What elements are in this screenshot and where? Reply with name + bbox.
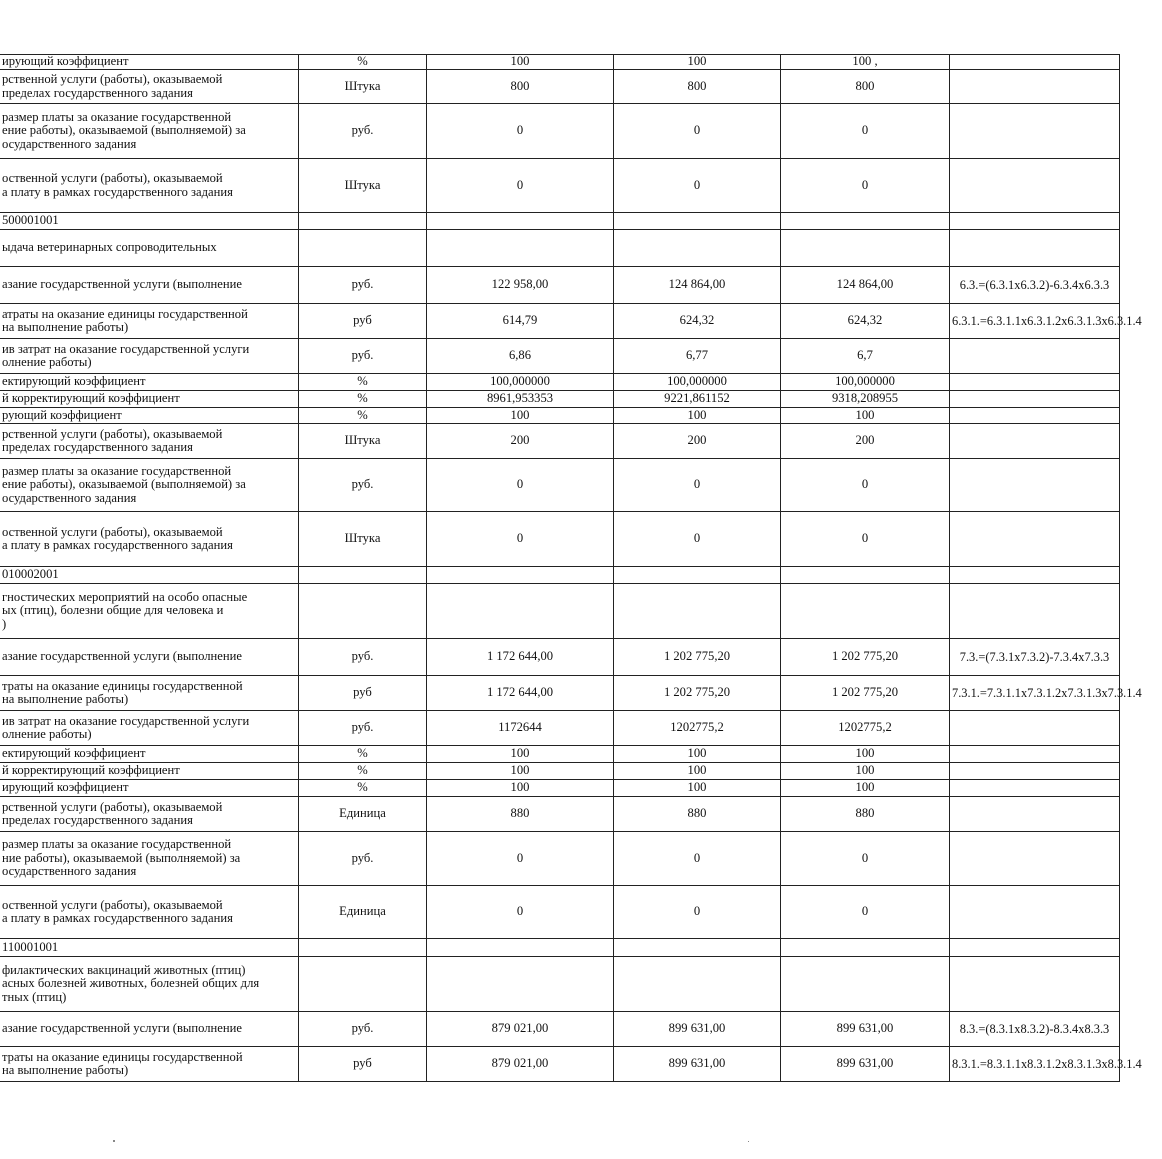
indicator-name-cell <box>0 832 299 886</box>
table-row <box>0 939 1120 957</box>
unit-cell: руб <box>299 304 427 339</box>
unit-cell: руб <box>299 1047 427 1082</box>
value-year-2-cell: 0 <box>614 104 781 159</box>
indicator-name-line: размер платы за оказание государственной <box>2 463 232 478</box>
table-row <box>0 267 1120 304</box>
value-year-2-cell: 200 <box>614 424 781 459</box>
value-year-1-cell: 614,79 <box>427 304 614 339</box>
value-year-3-cell <box>781 957 950 1012</box>
indicator-name-line: ирующий коэффициент <box>2 54 129 69</box>
indicator-name-line: ение работы), оказываемой (выполняемой) за <box>2 123 246 138</box>
formula-cell <box>950 957 1120 1012</box>
formula-cell <box>950 339 1120 374</box>
indicator-name-cell <box>0 780 299 797</box>
value-year-2-cell: 100 <box>614 746 781 763</box>
value-year-1-cell: 6,86 <box>427 339 614 374</box>
value-year-2-cell: 124 864,00 <box>614 267 781 304</box>
formula-cell <box>950 408 1120 424</box>
value-year-3-cell: 880 <box>781 797 950 832</box>
unit-cell <box>299 957 427 1012</box>
unit-cell: % <box>299 55 427 70</box>
formula-cell <box>950 512 1120 567</box>
value-year-2-cell: 100 <box>614 763 781 780</box>
indicator-name-line: оственной услуги (работы), оказываемой <box>2 171 223 185</box>
unit-cell: руб. <box>299 1012 427 1047</box>
unit-cell: руб. <box>299 104 427 159</box>
indicator-name-cell <box>0 408 299 424</box>
indicator-name-cell <box>0 886 299 939</box>
table-row <box>0 746 1120 763</box>
value-year-3-cell: 1202775,2 <box>781 711 950 746</box>
indicator-name-line: ектирующий коэффициент <box>2 746 146 761</box>
value-year-3-cell: 0 <box>781 159 950 213</box>
formula-cell <box>950 104 1120 159</box>
value-year-2-cell: 100,000000 <box>614 374 781 391</box>
indicator-name-line: ирующий коэффициент <box>2 780 129 795</box>
formula-cell: 6.3.=(6.3.1x6.3.2)-6.3.4x6.3.3 <box>950 267 1120 304</box>
value-year-1-cell: 879 021,00 <box>427 1047 614 1082</box>
indicator-name-line: ых (птиц), болезни общие для человека и <box>2 603 224 618</box>
unit-cell: % <box>299 374 427 391</box>
value-year-3-cell: 1 202 775,20 <box>781 639 950 676</box>
value-year-2-cell: 100 <box>614 55 781 70</box>
value-year-2-cell: 899 631,00 <box>614 1012 781 1047</box>
indicator-name-cell <box>0 70 299 104</box>
value-year-1-cell: 100 <box>427 746 614 763</box>
table-row <box>0 886 1120 939</box>
indicator-name-line: рственной услуги (работы), оказываемой <box>2 426 223 441</box>
unit-cell: руб. <box>299 267 427 304</box>
indicator-name-cell <box>0 104 299 159</box>
indicator-name-line: осударственного задания <box>2 136 137 151</box>
unit-cell <box>299 230 427 267</box>
value-year-2-cell <box>614 230 781 267</box>
value-year-3-cell: 0 <box>781 459 950 512</box>
value-year-3-cell: 1 202 775,20 <box>781 676 950 711</box>
indicator-name-line: пределах государственного задания <box>2 813 193 827</box>
indicator-name-cell <box>0 424 299 459</box>
table-row <box>0 304 1120 339</box>
value-year-3-cell <box>781 584 950 639</box>
value-year-3-cell: 899 631,00 <box>781 1047 950 1082</box>
formula-cell <box>950 780 1120 797</box>
table-row <box>0 213 1120 230</box>
unit-cell: Единица <box>299 797 427 832</box>
value-year-2-cell: 899 631,00 <box>614 1047 781 1082</box>
table-body <box>0 54 1142 1082</box>
indicator-name-cell <box>0 567 299 584</box>
table-row <box>0 55 1120 70</box>
value-year-3-cell: 800 <box>781 70 950 104</box>
indicator-name-line: тных (птиц) <box>2 989 67 1004</box>
value-year-3-cell <box>781 213 950 230</box>
value-year-1-cell: 100 <box>427 55 614 70</box>
value-year-3-cell: 899 631,00 <box>781 1012 950 1047</box>
indicator-name-line: 010002001 <box>2 567 59 582</box>
value-year-1-cell: 800 <box>427 70 614 104</box>
table-row <box>0 339 1120 374</box>
indicator-name-line: размер платы за оказание государственной <box>2 837 232 852</box>
formula-cell <box>950 230 1120 267</box>
indicator-name-cell <box>0 1012 299 1047</box>
indicator-name-cell <box>0 230 299 267</box>
unit-cell: руб. <box>299 832 427 886</box>
scan-speck <box>748 1141 749 1142</box>
unit-cell <box>299 567 427 584</box>
value-year-2-cell <box>614 567 781 584</box>
table-row <box>0 711 1120 746</box>
unit-cell: руб <box>299 676 427 711</box>
value-year-3-cell <box>781 939 950 957</box>
indicator-name-line: асных болезней животных, болезней общих для <box>2 976 260 991</box>
value-year-1-cell: 100,000000 <box>427 374 614 391</box>
indicator-name-cell <box>0 797 299 832</box>
formula-cell <box>950 374 1120 391</box>
formula-cell: 7.3.=(7.3.1x7.3.2)-7.3.4x7.3.3 <box>950 639 1120 676</box>
value-year-3-cell: 624,32 <box>781 304 950 339</box>
indicator-name-line: азание государственной услуги (выполнение <box>2 649 242 664</box>
formula-cell <box>950 70 1120 104</box>
calculation-table <box>0 54 1142 1082</box>
indicator-name-cell <box>0 304 299 339</box>
value-year-3-cell: 100 <box>781 408 950 424</box>
formula-cell <box>950 213 1120 230</box>
value-year-1-cell: 880 <box>427 797 614 832</box>
table-row <box>0 159 1120 213</box>
unit-cell: руб. <box>299 339 427 374</box>
indicator-name-line: осударственного задания <box>2 490 137 505</box>
formula-cell <box>950 832 1120 886</box>
value-year-2-cell: 1 202 775,20 <box>614 676 781 711</box>
indicator-name-cell <box>0 939 299 957</box>
indicator-name-cell <box>0 957 299 1012</box>
indicator-name-line: рственной услуги (работы), оказываемой <box>2 799 223 814</box>
unit-cell <box>299 213 427 230</box>
value-year-3-cell: 124 864,00 <box>781 267 950 304</box>
value-year-2-cell: 1 202 775,20 <box>614 639 781 676</box>
table-row <box>0 1012 1120 1047</box>
unit-cell <box>299 584 427 639</box>
indicator-name-line: атраты на оказание единицы государственной <box>2 306 248 321</box>
indicator-name-line: ыдача ветеринарных сопроводительных <box>2 240 217 255</box>
value-year-1-cell: 200 <box>427 424 614 459</box>
value-year-2-cell: 880 <box>614 797 781 832</box>
value-year-1-cell: 1 172 644,00 <box>427 676 614 711</box>
indicator-name-line: на выполнение работы) <box>2 692 129 706</box>
value-year-1-cell: 879 021,00 <box>427 1012 614 1047</box>
indicator-name-cell <box>0 763 299 780</box>
value-year-3-cell: 100,000000 <box>781 374 950 391</box>
table-row <box>0 832 1120 886</box>
indicator-name-line: филактических вакцинаций животных (птиц) <box>2 962 246 977</box>
formula-cell: 8.3.=(8.3.1x8.3.2)-8.3.4x8.3.3 <box>950 1012 1120 1047</box>
indicator-name-line: на выполнение работы) <box>2 1063 129 1077</box>
value-year-2-cell <box>614 939 781 957</box>
indicator-name-cell <box>0 213 299 230</box>
value-year-1-cell: 0 <box>427 886 614 939</box>
value-year-2-cell: 624,32 <box>614 304 781 339</box>
value-year-2-cell: 0 <box>614 512 781 567</box>
table-row <box>0 104 1120 159</box>
indicator-name-cell <box>0 391 299 408</box>
indicator-name-cell <box>0 746 299 763</box>
indicator-name-cell <box>0 676 299 711</box>
value-year-1-cell: 100 <box>427 408 614 424</box>
value-year-3-cell: 100 <box>781 746 950 763</box>
value-year-1-cell: 0 <box>427 104 614 159</box>
value-year-3-cell: 6,7 <box>781 339 950 374</box>
indicator-name-cell <box>0 374 299 391</box>
indicator-name-line: на выполнение работы) <box>2 320 129 334</box>
value-year-1-cell: 100 <box>427 780 614 797</box>
formula-cell <box>950 159 1120 213</box>
indicator-name-line: размер платы за оказание государственной <box>2 109 232 124</box>
indicator-name-cell <box>0 512 299 567</box>
formula-cell: 6.3.1.=6.3.1.1x6.3.1.2x6.3.1.3x6.3.1.4 <box>950 304 1120 339</box>
indicator-name-line: пределах государственного задания <box>2 85 193 100</box>
formula-cell <box>950 711 1120 746</box>
table-row <box>0 763 1120 780</box>
formula-cell <box>950 939 1120 957</box>
unit-cell: % <box>299 391 427 408</box>
value-year-3-cell: 0 <box>781 886 950 939</box>
value-year-1-cell <box>427 939 614 957</box>
table-row <box>0 408 1120 424</box>
value-year-1-cell: 8961,953353 <box>427 391 614 408</box>
value-year-2-cell: 800 <box>614 70 781 104</box>
indicator-name-line: а плату в рамках государственного задания <box>2 184 233 199</box>
table-row <box>0 391 1120 408</box>
unit-cell: руб. <box>299 459 427 512</box>
indicator-name-line: ив затрат на оказание государственной услуги <box>2 341 250 356</box>
unit-cell: Штука <box>299 512 427 567</box>
value-year-3-cell: 100 , <box>781 55 950 70</box>
value-year-1-cell <box>427 213 614 230</box>
formula-cell <box>950 424 1120 459</box>
table-row <box>0 424 1120 459</box>
unit-cell: % <box>299 746 427 763</box>
value-year-2-cell: 0 <box>614 886 781 939</box>
indicator-name-line: азание государственной услуги (выполнение <box>2 1021 242 1036</box>
value-year-3-cell: 9318,208955 <box>781 391 950 408</box>
value-year-2-cell: 0 <box>614 832 781 886</box>
unit-cell <box>299 939 427 957</box>
indicator-name-cell <box>0 267 299 304</box>
table-row <box>0 374 1120 391</box>
value-year-1-cell <box>427 567 614 584</box>
indicator-name-line: олнение работы) <box>2 355 92 369</box>
indicator-name-line: й корректирующий коэффициент <box>2 391 180 406</box>
unit-cell: % <box>299 780 427 797</box>
indicator-name-line: рующий коэффициент <box>2 407 122 422</box>
indicator-name-line: а плату в рамках государственного задания <box>2 538 233 552</box>
value-year-1-cell: 0 <box>427 512 614 567</box>
indicator-name-cell <box>0 159 299 213</box>
value-year-1-cell: 122 958,00 <box>427 267 614 304</box>
value-year-2-cell <box>614 213 781 230</box>
formula-cell <box>950 763 1120 780</box>
indicator-name-cell <box>0 584 299 639</box>
value-year-1-cell: 1 172 644,00 <box>427 639 614 676</box>
value-year-3-cell <box>781 567 950 584</box>
indicator-name-cell <box>0 639 299 676</box>
table-row <box>0 639 1120 676</box>
value-year-2-cell: 6,77 <box>614 339 781 374</box>
indicator-name-line: оственной услуги (работы), оказываемой <box>2 897 223 912</box>
indicator-name-line: 110001001 <box>2 939 59 954</box>
indicator-name-line: осударственного задания <box>2 864 137 879</box>
formula-cell <box>950 55 1120 70</box>
value-year-1-cell: 0 <box>427 832 614 886</box>
table-row <box>0 512 1120 567</box>
indicator-name-line: ектирующий коэффициент <box>2 374 146 389</box>
formula-cell <box>950 459 1120 512</box>
formula-cell <box>950 567 1120 584</box>
indicator-name-line: ние работы), оказываемой (выполняемой) за <box>2 850 241 865</box>
value-year-1-cell: 100 <box>427 763 614 780</box>
table-row <box>0 459 1120 512</box>
indicator-name-line: траты на оказание единицы государственной <box>2 678 243 693</box>
value-year-3-cell: 200 <box>781 424 950 459</box>
indicator-name-line: гностических мероприятий на особо опасные <box>2 589 248 604</box>
formula-cell <box>950 797 1120 832</box>
formula-cell <box>950 886 1120 939</box>
indicator-name-line: ение работы), оказываемой (выполняемой) за <box>2 477 246 492</box>
value-year-3-cell: 0 <box>781 104 950 159</box>
value-year-3-cell: 0 <box>781 832 950 886</box>
unit-cell: руб. <box>299 711 427 746</box>
table-row <box>0 1047 1120 1082</box>
formula-cell: 7.3.1.=7.3.1.1x7.3.1.2x7.3.1.3x7.3.1.4 <box>950 676 1120 711</box>
indicator-name-cell <box>0 55 299 70</box>
value-year-1-cell: 0 <box>427 159 614 213</box>
indicator-name-line: оственной услуги (работы), оказываемой <box>2 524 223 539</box>
formula-cell <box>950 746 1120 763</box>
value-year-1-cell <box>427 957 614 1012</box>
indicator-name-cell <box>0 711 299 746</box>
value-year-1-cell <box>427 584 614 639</box>
value-year-2-cell: 0 <box>614 459 781 512</box>
indicator-name-line: ) <box>2 616 7 631</box>
value-year-3-cell <box>781 230 950 267</box>
indicator-name-line: рственной услуги (работы), оказываемой <box>2 72 223 86</box>
value-year-2-cell: 1202775,2 <box>614 711 781 746</box>
table-row <box>0 584 1120 639</box>
value-year-2-cell: 0 <box>614 159 781 213</box>
table-row <box>0 230 1120 267</box>
indicator-name-line: й корректирующий коэффициент <box>2 763 180 778</box>
value-year-2-cell: 100 <box>614 780 781 797</box>
indicator-name-cell <box>0 339 299 374</box>
table-row <box>0 780 1120 797</box>
formula-cell <box>950 391 1120 408</box>
unit-cell: Штука <box>299 159 427 213</box>
value-year-2-cell <box>614 957 781 1012</box>
formula-cell: 8.3.1.=8.3.1.1x8.3.1.2x8.3.1.3x8.3.1.4 <box>950 1047 1120 1082</box>
unit-cell: Единица <box>299 886 427 939</box>
unit-cell: руб. <box>299 639 427 676</box>
unit-cell: % <box>299 763 427 780</box>
scan-speck <box>113 1140 115 1142</box>
unit-cell: % <box>299 408 427 424</box>
indicator-name-line: ив затрат на оказание государственной услуги <box>2 713 250 728</box>
value-year-1-cell <box>427 230 614 267</box>
indicator-name-cell <box>0 1047 299 1082</box>
table-row <box>0 676 1120 711</box>
unit-cell: Штука <box>299 424 427 459</box>
table-row <box>0 797 1120 832</box>
indicator-name-cell <box>0 459 299 512</box>
value-year-3-cell: 100 <box>781 780 950 797</box>
value-year-3-cell: 100 <box>781 763 950 780</box>
table-row <box>0 567 1120 584</box>
indicator-name-line: азание государственной услуги (выполнение <box>2 277 242 292</box>
indicator-name-line: а плату в рамках государственного задания <box>2 911 233 925</box>
formula-cell <box>950 584 1120 639</box>
indicator-name-line: олнение работы) <box>2 727 92 741</box>
value-year-1-cell: 0 <box>427 459 614 512</box>
indicator-name-line: траты на оказание единицы государственной <box>2 1049 243 1064</box>
unit-cell: Штука <box>299 70 427 104</box>
value-year-2-cell: 9221,861152 <box>614 391 781 408</box>
value-year-2-cell <box>614 584 781 639</box>
indicator-name-line: 500001001 <box>2 213 59 228</box>
table-row <box>0 70 1120 104</box>
value-year-1-cell: 1172644 <box>427 711 614 746</box>
table-row <box>0 957 1120 1012</box>
indicator-name-line: пределах государственного задания <box>2 440 193 454</box>
value-year-3-cell: 0 <box>781 512 950 567</box>
value-year-2-cell: 100 <box>614 408 781 424</box>
